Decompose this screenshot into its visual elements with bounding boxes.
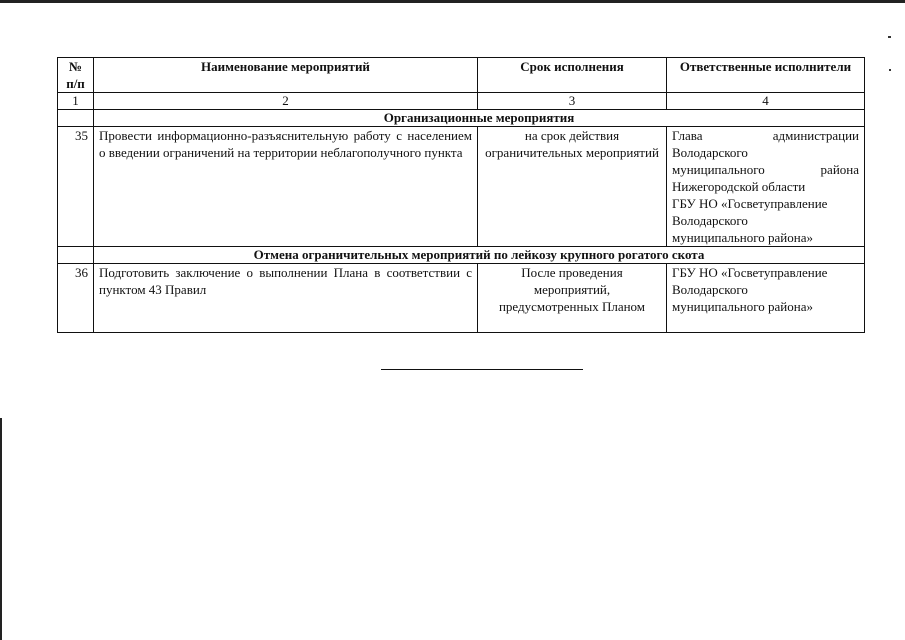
- scan-speck: [888, 36, 891, 38]
- header-row: [58, 58, 865, 93]
- table-row: [58, 264, 865, 333]
- responsible-line: Нижегородской области: [672, 179, 806, 194]
- event-term: После проведения мероприятий, предусмотренных Планом: [478, 264, 667, 333]
- events-plan-table: [57, 57, 865, 333]
- section-title: Отмена ограничительных мероприятий по лейкозу крупного рогатого скота: [94, 247, 865, 264]
- header-term: Срок исполнения: [478, 58, 667, 93]
- column-number: 3: [478, 93, 667, 110]
- scan-edge-top: [0, 0, 905, 3]
- section-title: Организационные мероприятия: [94, 110, 865, 127]
- section-row: [58, 247, 865, 264]
- section-row: [58, 110, 865, 127]
- header-name: Наименование мероприятий: [94, 58, 478, 93]
- table-row: [58, 127, 865, 247]
- section-spacer-cell: [58, 110, 94, 127]
- row-number: 36: [58, 264, 94, 333]
- event-name: Провести информационно-разъяснительную работу с населением о введении ограничений на территории неблагополучного пункта: [94, 127, 478, 247]
- event-responsible: [667, 264, 865, 333]
- event-responsible: [667, 127, 865, 247]
- document-end-rule: [381, 369, 583, 370]
- responsible-line: муниципального района»: [672, 230, 813, 245]
- responsible-line: муниципального района»: [672, 299, 813, 314]
- row-number: 35: [58, 127, 94, 247]
- column-number: 2: [94, 93, 478, 110]
- column-number: 1: [58, 93, 94, 110]
- header-responsible: Ответственные исполнители: [667, 58, 865, 93]
- column-number: 4: [667, 93, 865, 110]
- responsible-line: Володарского: [672, 282, 748, 297]
- event-term: на срок действия ограничительных мероприятий: [478, 127, 667, 247]
- responsible-line: муниципального района: [672, 162, 859, 177]
- section-spacer-cell: [58, 247, 94, 264]
- responsible-line: ГБУ НО «Госветуправление: [672, 265, 828, 280]
- responsible-line: Володарского: [672, 213, 748, 228]
- scan-edge-left: [0, 418, 2, 640]
- responsible-line: ГБУ НО «Госветуправление: [672, 196, 828, 211]
- responsible-line: Володарского: [672, 145, 748, 160]
- responsible-line: Глава администрации: [672, 128, 859, 143]
- header-num: № п/п: [58, 58, 94, 93]
- event-name: Подготовить заключение о выполнении Плана в соответствии с пунктом 43 Правил: [94, 264, 478, 333]
- scan-speck: [889, 69, 891, 71]
- column-number-row: [58, 93, 865, 110]
